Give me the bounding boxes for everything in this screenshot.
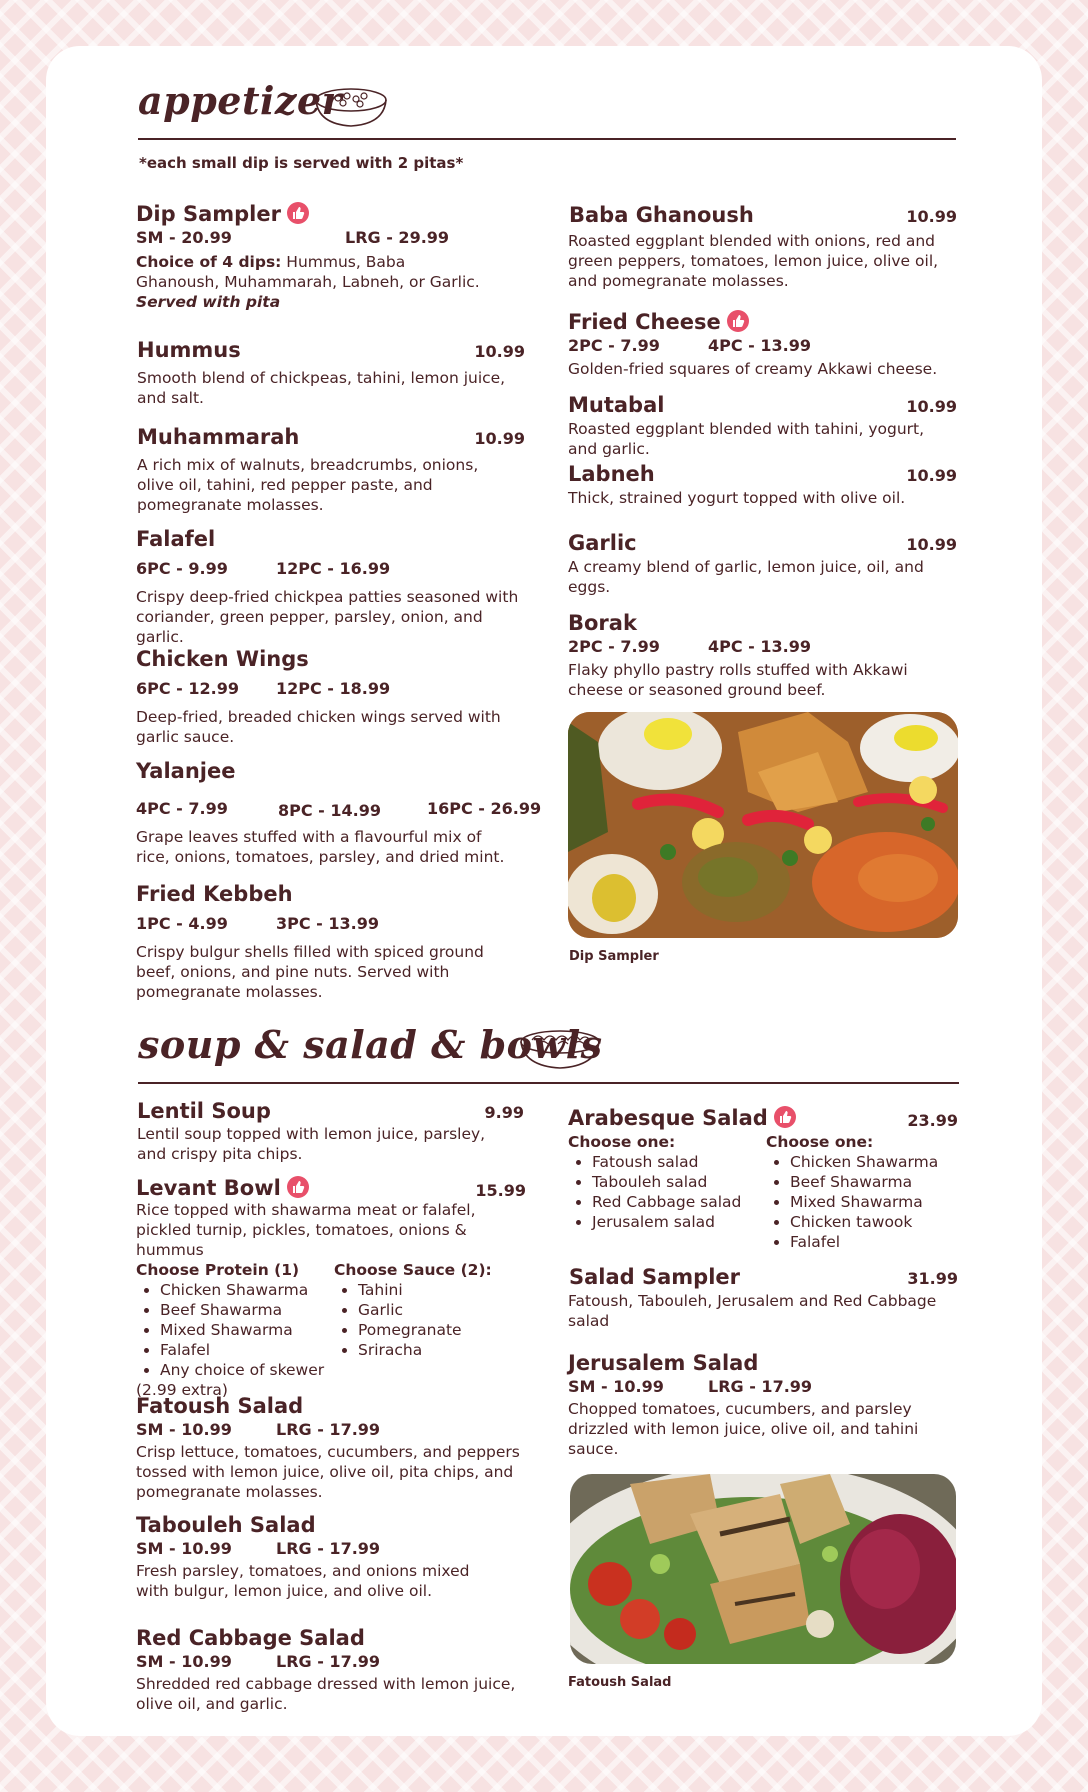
protein-option: • Chicken tawook — [790, 1212, 958, 1232]
item-name: Yalanjee — [136, 759, 236, 783]
protein-option: • Falafel — [160, 1340, 336, 1360]
section-divider — [138, 1082, 959, 1084]
price-option: LRG - 17.99 — [276, 1539, 381, 1558]
item-name: Baba Ghanoush — [569, 203, 754, 227]
item-jerusalem-salad — [568, 1351, 958, 1459]
dip-note: *each small dip is served with 2 pitas* — [139, 154, 464, 172]
thumbs-up-icon — [287, 202, 309, 224]
item-lentil-soup — [137, 1099, 524, 1164]
item-name: Mutabal — [568, 393, 665, 417]
extra-note: (2.99 extra) — [136, 1381, 228, 1399]
item-fatoush-salad — [136, 1394, 526, 1502]
served-note: Served with pita — [136, 293, 281, 311]
protein-option: • Mixed Shawarma — [790, 1192, 958, 1212]
item-arabesque-salad — [568, 1106, 958, 1252]
item-price: 31.99 — [907, 1269, 958, 1288]
item-desc: Crispy deep-fried chickpea patties seasoned with coriander, green pepper, parsley, onion, and garlic. — [136, 588, 519, 646]
protein-option: • Chicken Shawarma — [790, 1152, 958, 1172]
price-option: 6PC - 12.99 — [136, 679, 239, 698]
salad-options — [568, 1132, 758, 1232]
item-name: Garlic — [568, 531, 637, 555]
price-option: LRG - 17.99 — [276, 1652, 381, 1671]
price-option: 2PC - 7.99 — [568, 637, 660, 656]
protein-option: • Beef Shawarma — [160, 1300, 336, 1320]
salad-option: • Tabouleh salad — [592, 1172, 758, 1192]
item-name: Fried Cheese — [568, 310, 721, 334]
protein-option: • Falafel — [790, 1232, 958, 1252]
item-price: 10.99 — [906, 466, 957, 485]
price-small: SM - 20.99 — [136, 228, 232, 247]
item-muhammarah — [137, 425, 525, 515]
sauce-options — [334, 1260, 524, 1360]
price-option: 6PC - 9.99 — [136, 559, 228, 578]
price-large: LRG - 29.99 — [345, 228, 450, 247]
sauce-option: • Tahini — [358, 1280, 524, 1300]
protein-options — [136, 1260, 336, 1400]
choose-label: Choose one: — [766, 1133, 874, 1151]
item-tabouleh-salad — [136, 1513, 526, 1601]
item-name: Levant Bowl — [136, 1176, 281, 1200]
section-title-soup-salad-bowls: soup & salad & bowls — [138, 1022, 603, 1067]
item-levant-bowl — [136, 1176, 526, 1400]
protein-option: • Beef Shawarma — [790, 1172, 958, 1192]
item-desc: Fresh parsley, tomatoes, and onions mixed with bulgur, lemon juice, and olive oil. — [136, 1562, 470, 1600]
item-price: 10.99 — [474, 429, 525, 448]
item-dip-sampler — [136, 202, 526, 312]
item-falafel — [136, 527, 536, 647]
item-price: 10.99 — [906, 535, 957, 554]
protein-option: • Chicken Shawarma — [160, 1280, 336, 1300]
item-name: Jerusalem Salad — [568, 1351, 759, 1375]
item-price: 15.99 — [475, 1181, 526, 1200]
fatoush-salad-photo — [570, 1474, 956, 1664]
salad-option: • Fatoush salad — [592, 1152, 758, 1172]
price-option: 4PC - 13.99 — [708, 336, 811, 355]
item-desc: Rice topped with shawarma meat or falafel, pickled turnip, pickles, tomatoes, onions & hummus — [136, 1201, 476, 1259]
item-price: 10.99 — [906, 207, 957, 226]
item-desc: Hummus, Baba Ghanoush, Muhammarah, Labneh, or Garlic. — [136, 253, 480, 291]
price-option: 4PC - 7.99 — [136, 799, 228, 818]
price-option: 2PC - 7.99 — [568, 336, 660, 355]
item-red-cabbage-salad — [136, 1626, 526, 1714]
item-desc: Flaky phyllo pastry rolls stuffed with Akkawi cheese or seasoned ground beef. — [568, 661, 908, 699]
item-name: Red Cabbage Salad — [136, 1626, 365, 1650]
photo-caption: Fatoush Salad — [568, 1675, 672, 1690]
sauce-option: • Sriracha — [358, 1340, 524, 1360]
thumbs-up-icon — [287, 1176, 309, 1198]
item-name: Labneh — [568, 462, 655, 486]
item-desc: A creamy blend of garlic, lemon juice, oil, and eggs. — [568, 558, 924, 596]
item-name: Chicken Wings — [136, 647, 309, 671]
item-mutabal — [568, 393, 957, 459]
item-desc: Smooth blend of chickpeas, tahini, lemon juice, and salt. — [137, 369, 506, 407]
price-option: SM - 10.99 — [568, 1377, 664, 1396]
desc-bold: Choice of 4 dips: — [136, 253, 282, 271]
sauce-option: • Garlic — [358, 1300, 524, 1320]
thumbs-up-icon — [774, 1106, 796, 1128]
item-price: 10.99 — [906, 397, 957, 416]
item-borak — [568, 611, 957, 700]
bowl-icon — [314, 86, 388, 128]
price-option: 12PC - 16.99 — [276, 559, 391, 578]
price-option: SM - 10.99 — [136, 1652, 232, 1671]
price-option: 4PC - 13.99 — [708, 637, 811, 656]
item-name: Salad Sampler — [569, 1265, 741, 1289]
item-desc: Crisp lettuce, tomatoes, cucumbers, and peppers tossed with lemon juice, olive oil, pita chips, and pomegranate molasses. — [136, 1443, 520, 1501]
item-name: Hummus — [137, 338, 241, 362]
salad-option: • Red Cabbage salad — [592, 1192, 758, 1212]
item-desc: Thick, strained yogurt topped with olive oil. — [568, 489, 906, 507]
item-chicken-wings — [136, 647, 536, 747]
item-name: Muhammarah — [137, 425, 300, 449]
choose-label: Choose one: — [568, 1133, 676, 1151]
item-fried-kebbeh — [136, 882, 536, 1002]
item-baba-ghanoush — [569, 203, 957, 291]
price-option: SM - 10.99 — [136, 1420, 232, 1439]
price-option: LRG - 17.99 — [276, 1420, 381, 1439]
item-desc: Golden-fried squares of creamy Akkawi cheese. — [568, 360, 938, 378]
price-option: SM - 10.99 — [136, 1539, 232, 1558]
item-name: Lentil Soup — [137, 1099, 271, 1123]
price-option: LRG - 17.99 — [708, 1377, 813, 1396]
protein-option: • Mixed Shawarma — [160, 1320, 336, 1340]
item-desc: Shredded red cabbage dressed with lemon juice, olive oil, and garlic. — [136, 1675, 516, 1713]
item-yalanjee — [136, 759, 546, 867]
price-option: 3PC - 13.99 — [276, 914, 379, 933]
protein-label: Choose Protein (1) — [136, 1261, 300, 1279]
item-desc: Crispy bulgur shells filled with spiced ground beef, onions, and pine nuts. Served with pomegranate molasses. — [136, 943, 484, 1001]
thumbs-up-icon — [727, 310, 749, 332]
price-option: 1PC - 4.99 — [136, 914, 228, 933]
sauce-label: Choose Sauce (2): — [334, 1261, 492, 1279]
item-name: Arabesque Salad — [568, 1106, 768, 1130]
item-desc: Roasted eggplant blended with onions, red and green peppers, tomatoes, lemon juice, olive oil, and pomegranate molasses. — [568, 232, 939, 290]
price-option: 8PC - 14.99 — [278, 801, 381, 820]
item-labneh — [568, 462, 957, 508]
item-fried-cheese — [568, 310, 958, 379]
item-salad-sampler — [569, 1265, 958, 1331]
item-desc: Lentil soup topped with lemon juice, parsley, and crispy pita chips. — [137, 1125, 486, 1163]
item-name: Borak — [568, 611, 637, 635]
item-desc: Grape leaves stuffed with a flavourful mix of rice, onions, tomatoes, parsley, and dried mint. — [136, 828, 505, 866]
item-name: Fatoush Salad — [136, 1394, 304, 1418]
section-divider — [138, 138, 956, 140]
item-desc: Deep-fried, breaded chicken wings served with garlic sauce. — [136, 708, 501, 746]
item-name: Falafel — [136, 527, 216, 551]
protein-options — [766, 1132, 958, 1252]
price-option: 16PC - 26.99 — [427, 799, 542, 818]
item-desc: Fatoush, Tabouleh, Jerusalem and Red Cabbage salad — [568, 1292, 937, 1330]
price-option: 12PC - 18.99 — [276, 679, 391, 698]
item-name: Tabouleh Salad — [136, 1513, 316, 1537]
item-name: Dip Sampler — [136, 202, 281, 226]
item-garlic — [568, 531, 957, 597]
photo-caption: Dip Sampler — [569, 949, 659, 964]
dip-sampler-photo — [568, 712, 958, 938]
item-hummus — [137, 338, 525, 408]
salad-option: • Jerusalem salad — [592, 1212, 758, 1232]
item-desc: Chopped tomatoes, cucumbers, and parsley drizzled with lemon juice, olive oil, and tahini sauce. — [568, 1400, 919, 1458]
protein-option: • Any choice of skewer — [160, 1360, 336, 1380]
item-desc: Roasted eggplant blended with tahini, yogurt, and garlic. — [568, 420, 925, 458]
item-price: 10.99 — [474, 342, 525, 361]
item-price: 9.99 — [484, 1103, 524, 1122]
section-title-appetizer: appetizer — [138, 78, 343, 123]
sauce-option: • Pomegranate — [358, 1320, 524, 1340]
item-desc: A rich mix of walnuts, breadcrumbs, onions, olive oil, tahini, red pepper paste, and pomegranate molasses. — [137, 456, 479, 514]
item-price: 23.99 — [907, 1111, 958, 1130]
salad-bowl-icon — [518, 1026, 602, 1072]
item-name: Fried Kebbeh — [136, 882, 293, 906]
